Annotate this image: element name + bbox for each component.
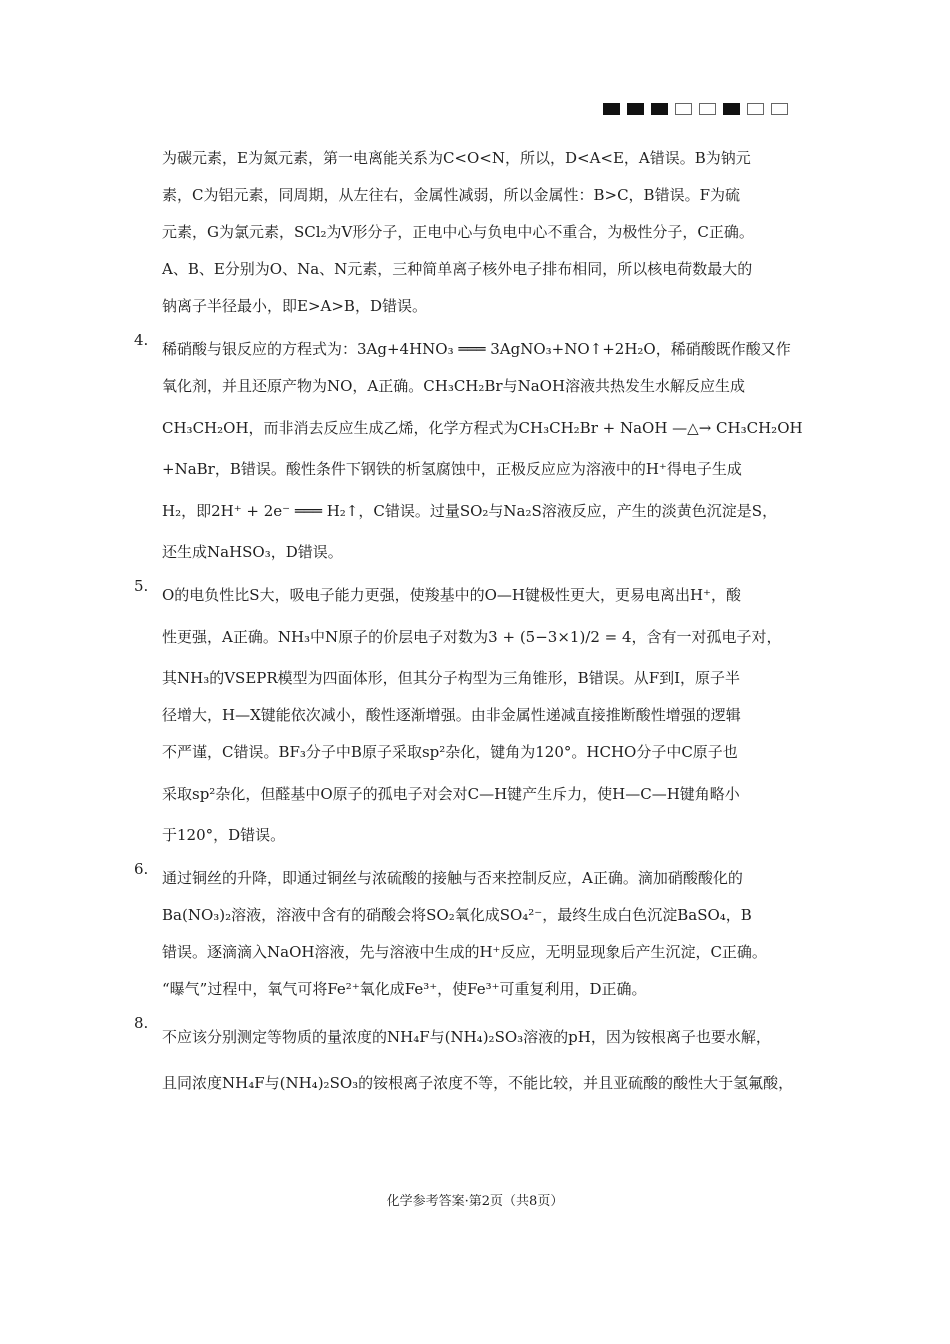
text-line: 性更强，A正确。NH₃中N原子的价层电子对数为3 + (5−3×1)/2 = 4，含有一对孤电子对， [162, 628, 782, 646]
text-line: 为碳元素，E为氮元素，第一电离能关系为C<O<N，所以，D<A<E，A错误。B为钠元 [162, 149, 751, 167]
text-line: 不严谨，C错误。BF₃分子中B原子采取sp²杂化，键角为120°。HCHO分子中C原子也 [162, 743, 738, 761]
text-line: 钠离子半径最小，即E>A>B，D错误。 [162, 297, 427, 315]
text-line: +NaBr，B错误。酸性条件下钢铁的析氢腐蚀中，正极反应应为溶液中的H⁺得电子生成 [162, 460, 742, 478]
answer-5 [130, 577, 815, 854]
question-number: 4. [134, 331, 149, 349]
marker-box [771, 103, 788, 115]
page-footer: 化学参考答案·第2页（共8页） [386, 1194, 564, 1209]
text-line: A、B、E分别为O、Na、N元素，三种简单离子核外电子排布相同，所以核电荷数最大的 [162, 260, 753, 278]
text-line: Ba(NO₃)₂溶液，溶液中含有的硝酸会将SO₂氧化成SO₄²⁻，最终生成白色沉淀BaSO₄，B [162, 906, 752, 924]
marker-box [627, 103, 644, 115]
text-line: 且同浓度NH₄F与(NH₄)₂SO₃的铵根离子浓度不等，不能比较，并且亚硫酸的酸性大于氢氟酸， [162, 1074, 794, 1092]
text-line: CH₃CH₂OH，而非消去反应生成乙烯，化学方程式为CH₃CH₂Br + NaOH —△→ CH₃CH₂OH [162, 419, 803, 437]
answer-6 [130, 860, 815, 1008]
text-line: 还生成NaHSO₃，D错误。 [162, 543, 343, 561]
text-line: 其NH₃的VSEPR模型为四面体形，但其分子构型为三角锥形，B错误。从F到I，原子半 [162, 669, 741, 687]
marker-box [603, 103, 620, 115]
text-line: 径增大，H—X键能依次减小，酸性逐渐增强。由非金属性递减直接推断酸性增强的逻辑 [162, 706, 741, 724]
text-line: 稀硝酸与银反应的方程式为：3Ag+4HNO₃ ═══ 3AgNO₃+NO↑+2H₂O，稀硝酸既作酸又作 [162, 340, 791, 358]
question-number: 6. [134, 860, 149, 878]
answer-8 [130, 1014, 815, 1106]
text-line: H₂，即2H⁺ + 2e⁻ ═══ H₂↑，C错误。过量SO₂与Na₂S溶液反应，产生的淡黄色沉淀是S， [162, 502, 778, 520]
text-line: 氧化剂，并且还原产物为NO，A正确。CH₃CH₂Br与NaOH溶液共热发生水解反应生成 [162, 377, 746, 395]
text-line: 素，C为铝元素，同周期，从左往右，金属性减弱，所以金属性：B>C，B错误。F为硫 [162, 186, 740, 204]
marker-box [723, 103, 740, 115]
text-line: 元素，G为氯元素，SCl₂为V形分子，正电中心与负电中心不重合，为极性分子，C正确。 [162, 223, 754, 241]
text-line: 于120°，D错误。 [162, 826, 286, 844]
question-number: 8. [134, 1014, 149, 1032]
text-line: 错误。逐滴滴入NaOH溶液，先与溶液中生成的H⁺反应，无明显现象后产生沉淀，C正确。 [162, 943, 767, 961]
answer-4 [130, 331, 815, 571]
text-line: 采取sp²杂化，但醛基中O原子的孤电子对会对C—H键产生斥力，使H—C—H键角略小 [162, 785, 740, 803]
marker-box [747, 103, 764, 115]
marker-box [699, 103, 716, 115]
answer-content [130, 140, 815, 1112]
text-line: O的电负性比S大，吸电子能力更强，使羧基中的O—H键极性更大，更易电离出H⁺，酸 [162, 586, 741, 604]
marker-box [651, 103, 668, 115]
intro-paragraph [130, 140, 815, 325]
question-number: 5. [134, 577, 149, 595]
text-line: 通过铜丝的升降，即通过铜丝与浓硫酸的接触与否来控制反应，A正确。滴加硝酸酸化的 [162, 869, 743, 887]
page-marker-boxes [603, 103, 788, 115]
text-line: “曝气”过程中，氧气可将Fe²⁺氧化成Fe³⁺，使Fe³⁺可重复利用，D正确。 [162, 980, 647, 998]
marker-box [675, 103, 692, 115]
text-line: 不应该分别测定等物质的量浓度的NH₄F与(NH₄)₂SO₃溶液的pH，因为铵根离子也要水解， [162, 1028, 771, 1046]
